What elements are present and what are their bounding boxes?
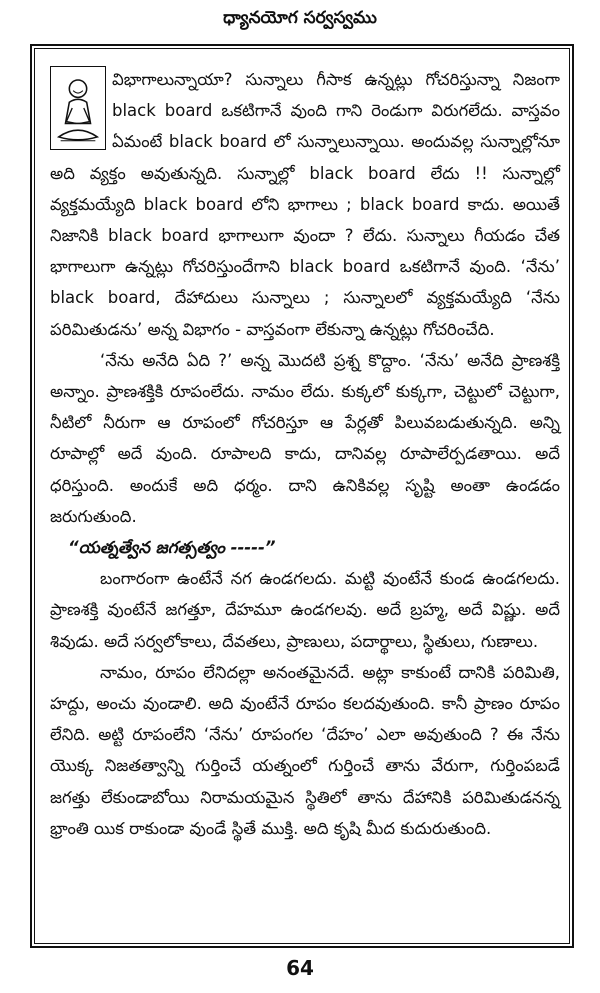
- paragraph-who-am-i: ‘నేను అనేది ఏది ?’ అన్న మొదటి ప్రశ్న కొద్దాం. ‘నేను’ అనేది ప్రాణశక్తి అన్నాం. ప్రాణశక్తికి రూపంలేదు. నామం లేదు. కుక్కలో కుక్కగా, చెట్టులో చెట్టుగా, నీటిలో నీరుగా ఆ రూపంలో గోచరిస్తూ ఆ పేర్లతో పిలువబడుతున్నది. అన్ని రూపాల్లో అదే వుంది. రూపాలది కాదు, దానివల్ల రూపాలేర్పడతాయి. అదే ధరిస్తుంది. అందుకే అది ధర్మం. దాని ఉనికివల్ల సృష్టి అంతా ఉండడం జరుగుతుంది.: [50, 350, 560, 526]
- section-quote-heading: “యత్నత్వేన జగత్సత్వం -----”: [68, 538, 276, 558]
- paragraph-name-form: నామం, రూపం లేనిదల్లా అనంతమైనదే. అట్లా కాకుంటే దానికి పరిమితి, హద్దు, అంచు వుండాలి. అది వుంటేనే రూపం కలదవుతుంది. కానీ ప్రాణం రూపం లేనిది. అట్టి రూపంలేని ‘నేను’ రూపంగల ‘దేహం’ ఎలా అవుతుంది ? ఈ నేను యొక్క నిజతత్వాన్ని గుర్తించే యత్నంలో గుర్తించే తాను వేరుగా, గుర్తింపబడే జగత్తు లేకుండాబోయి నిరామయమైన స్థితిలో తాను దేహానికి పరిమితుడనన్న భ్రాంతి యిక రాకుండా వుండే స్థితే ముక్తి. అది కృషి మీద కుదురుతుంది.: [50, 662, 560, 838]
- running-header: ధ్యానయోగ సర్వస్వము: [223, 8, 377, 28]
- paragraph-blackboard: విభాగాలున్నాయా? సున్నాలు గీసాక ఉన్నట్లు గోచరిస్తున్నా నిజంగా black board ఒకటిగానే వుంది గాని రెండుగా విరుగలేదు. వాస్తవం ఏమంటే black board లో సున్నాలున్నాయి. అందువల్ల సున్నాల్లోనూ అది వ్యక్తం అవుతున్నది. సున్నాల్లో black board లేదు !! సున్నాల్లో వ్యక్తమయ్యేది black board లోని భాగాలు ; black board కాదు. అయితే నిజానికి black board భాగాలుగా వుందా ? లేదు. సున్నాలు గీయడం చేత భాగాలుగా ఉన్నట్లు గోచరిస్తుందేగాని black board ఒకటిగానే వుంది. ‘నేను’ black board, దేహాదులు సున్నాలు ; సున్నాలలో వ్యక్తమయ్యేది ‘నేను పరిమితుడను’ అన్న విభాగం - వాస్తవంగా లేకున్నా ఉన్నట్లు గోచరించేది.: [50, 70, 560, 339]
- author-portrait-image: [50, 66, 106, 150]
- paragraph-gold-ornament: బంగారంగా ఉంటేనే నగ ఉండగలదు. మట్టి వుంటేనే కుండ ఉండగలదు. ప్రాణశక్తి వుంటేనే జగత్తూ, దేహమూ ఉండగలవు. అదే బ్రహ్మ, అదే విష్ణు. అదే శివుడు. అదే సర్వలోకాలు, దేవతలు, ప్రాణులు, పదార్థాలు, స్థితులు, గుణాలు.: [50, 569, 560, 651]
- seated-figure-icon: [51, 67, 105, 149]
- page-body: [50, 64, 560, 844]
- page-number: 64: [286, 956, 314, 980]
